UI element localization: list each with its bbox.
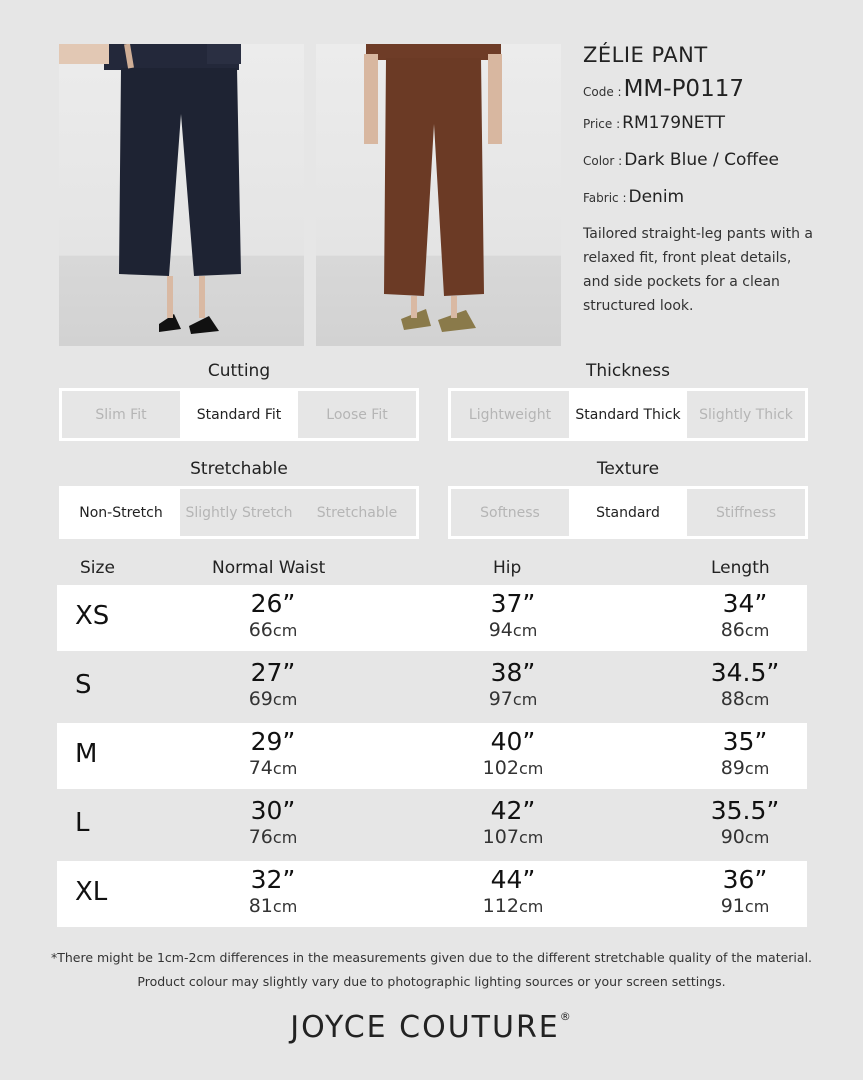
waist-cm: 66cm	[248, 619, 298, 641]
length-cell	[665, 865, 825, 918]
length-cell	[665, 658, 825, 711]
header-waist: Normal Waist	[212, 558, 326, 578]
hip-cm: 107cm	[482, 826, 544, 848]
texture-option-softness: Softness	[480, 504, 540, 521]
table-row	[57, 654, 807, 720]
hip-inch: 38”	[490, 658, 536, 687]
table-row	[57, 861, 807, 927]
header-length: Length	[711, 558, 770, 578]
hip-cm: 94cm	[488, 619, 538, 641]
length-cm: 86cm	[720, 619, 770, 641]
hip-cell	[433, 796, 593, 849]
product-fabric-row	[583, 187, 828, 218]
length-cell	[665, 796, 825, 849]
waist-inch: 27”	[250, 658, 296, 687]
price-label: Price :	[583, 117, 621, 131]
texture-option-stiffness: Stiffness	[716, 504, 776, 521]
stretchable-option-slightly-stretch: Slightly Stretch	[185, 504, 293, 521]
thickness-option-slightly-thick: Slightly Thick	[699, 406, 793, 423]
product-photo-coffee	[316, 44, 561, 346]
registered-mark: ®	[559, 1010, 573, 1023]
texture-option-standard: Standard	[569, 489, 687, 536]
product-description: Tailored straight-leg pants with a relaxed fit, front pleat details, and side pockets for a clean structured look.	[583, 226, 814, 314]
length-inch: 34”	[722, 589, 768, 618]
product-name: ZÉLIE PANT	[583, 43, 708, 67]
waist-cell	[193, 589, 353, 642]
pants-coffee-illustration	[316, 44, 561, 346]
product-color: Dark Blue / Coffee	[624, 150, 779, 170]
product-price-row	[583, 113, 828, 144]
cutting-title: Cutting	[207, 361, 271, 381]
waist-cm: 69cm	[248, 688, 298, 710]
size-label: S	[75, 670, 92, 700]
pants-dark-blue-illustration	[59, 44, 304, 346]
brand-logo	[0, 1010, 863, 1045]
waist-cell	[193, 727, 353, 780]
colour-disclaimer: Product colour may slightly vary due to photographic lighting sources or your screen settings.	[137, 974, 726, 989]
size-label: L	[75, 808, 90, 838]
hip-cm: 112cm	[482, 895, 544, 917]
hip-inch: 42”	[490, 796, 536, 825]
header-hip: Hip	[493, 558, 522, 578]
size-label: XS	[75, 601, 110, 631]
length-cm: 91cm	[720, 895, 770, 917]
size-chart-header	[57, 558, 807, 584]
product-code-row	[583, 76, 828, 107]
stretchable-option-stretchable: Stretchable	[316, 504, 398, 521]
length-inch: 35.5”	[710, 796, 780, 825]
thickness-option-lightweight: Lightweight	[468, 406, 552, 423]
brand-name: JOYCE COUTURE	[290, 1010, 560, 1045]
waist-inch: 32”	[250, 865, 296, 894]
thickness-selector	[448, 388, 808, 441]
waist-cell	[193, 796, 353, 849]
stretchable-option-non-stretch: Non-Stretch	[62, 489, 180, 536]
measurement-disclaimer: *There might be 1cm-2cm differences in the measurements given due to the different stretchable quality of the material.	[50, 950, 813, 965]
code-label: Code :	[583, 85, 622, 99]
waist-cm: 74cm	[248, 757, 298, 779]
header-size: Size	[80, 558, 115, 578]
product-fabric: Denim	[628, 187, 685, 207]
hip-inch: 40”	[490, 727, 536, 756]
waist-inch: 26”	[250, 589, 296, 618]
cutting-option-loose-fit: Loose Fit	[326, 406, 388, 423]
length-cm: 90cm	[720, 826, 770, 848]
product-code: MM-P0117	[623, 76, 744, 102]
cutting-selector	[59, 388, 419, 441]
length-inch: 36”	[722, 865, 768, 894]
color-label: Color :	[583, 154, 623, 168]
texture-title: Texture	[596, 459, 660, 479]
table-row	[57, 723, 807, 789]
waist-cm: 76cm	[248, 826, 298, 848]
length-cell	[665, 727, 825, 780]
stretchable-selector	[59, 486, 419, 539]
hip-inch: 37”	[490, 589, 536, 618]
length-inch: 34.5”	[710, 658, 780, 687]
size-label: XL	[75, 877, 108, 907]
texture-selector	[448, 486, 808, 539]
waist-cell	[193, 658, 353, 711]
hip-cm: 102cm	[482, 757, 544, 779]
length-cell	[665, 589, 825, 642]
waist-cm: 81cm	[248, 895, 298, 917]
waist-inch: 30”	[250, 796, 296, 825]
length-cm: 88cm	[720, 688, 770, 710]
hip-cell	[433, 727, 593, 780]
waist-cell	[193, 865, 353, 918]
thickness-option-standard-thick: Standard Thick	[569, 391, 687, 438]
product-info	[583, 40, 828, 318]
cutting-option-standard-fit: Standard Fit	[180, 391, 298, 438]
hip-cell	[433, 589, 593, 642]
hip-cell	[433, 658, 593, 711]
thickness-title: Thickness	[585, 361, 671, 381]
cutting-option-slim-fit: Slim Fit	[95, 406, 147, 423]
hip-cell	[433, 865, 593, 918]
fabric-label: Fabric :	[583, 191, 627, 205]
length-cm: 89cm	[720, 757, 770, 779]
size-label: M	[75, 739, 98, 769]
waist-inch: 29”	[250, 727, 296, 756]
product-photo-dark-blue	[59, 44, 304, 346]
product-color-row	[583, 150, 828, 181]
hip-cm: 97cm	[488, 688, 538, 710]
table-row	[57, 585, 807, 651]
length-inch: 35”	[722, 727, 768, 756]
stretchable-title: Stretchable	[190, 459, 288, 479]
product-price: RM179NETT	[622, 113, 725, 133]
hip-inch: 44”	[490, 865, 536, 894]
table-row	[57, 792, 807, 858]
